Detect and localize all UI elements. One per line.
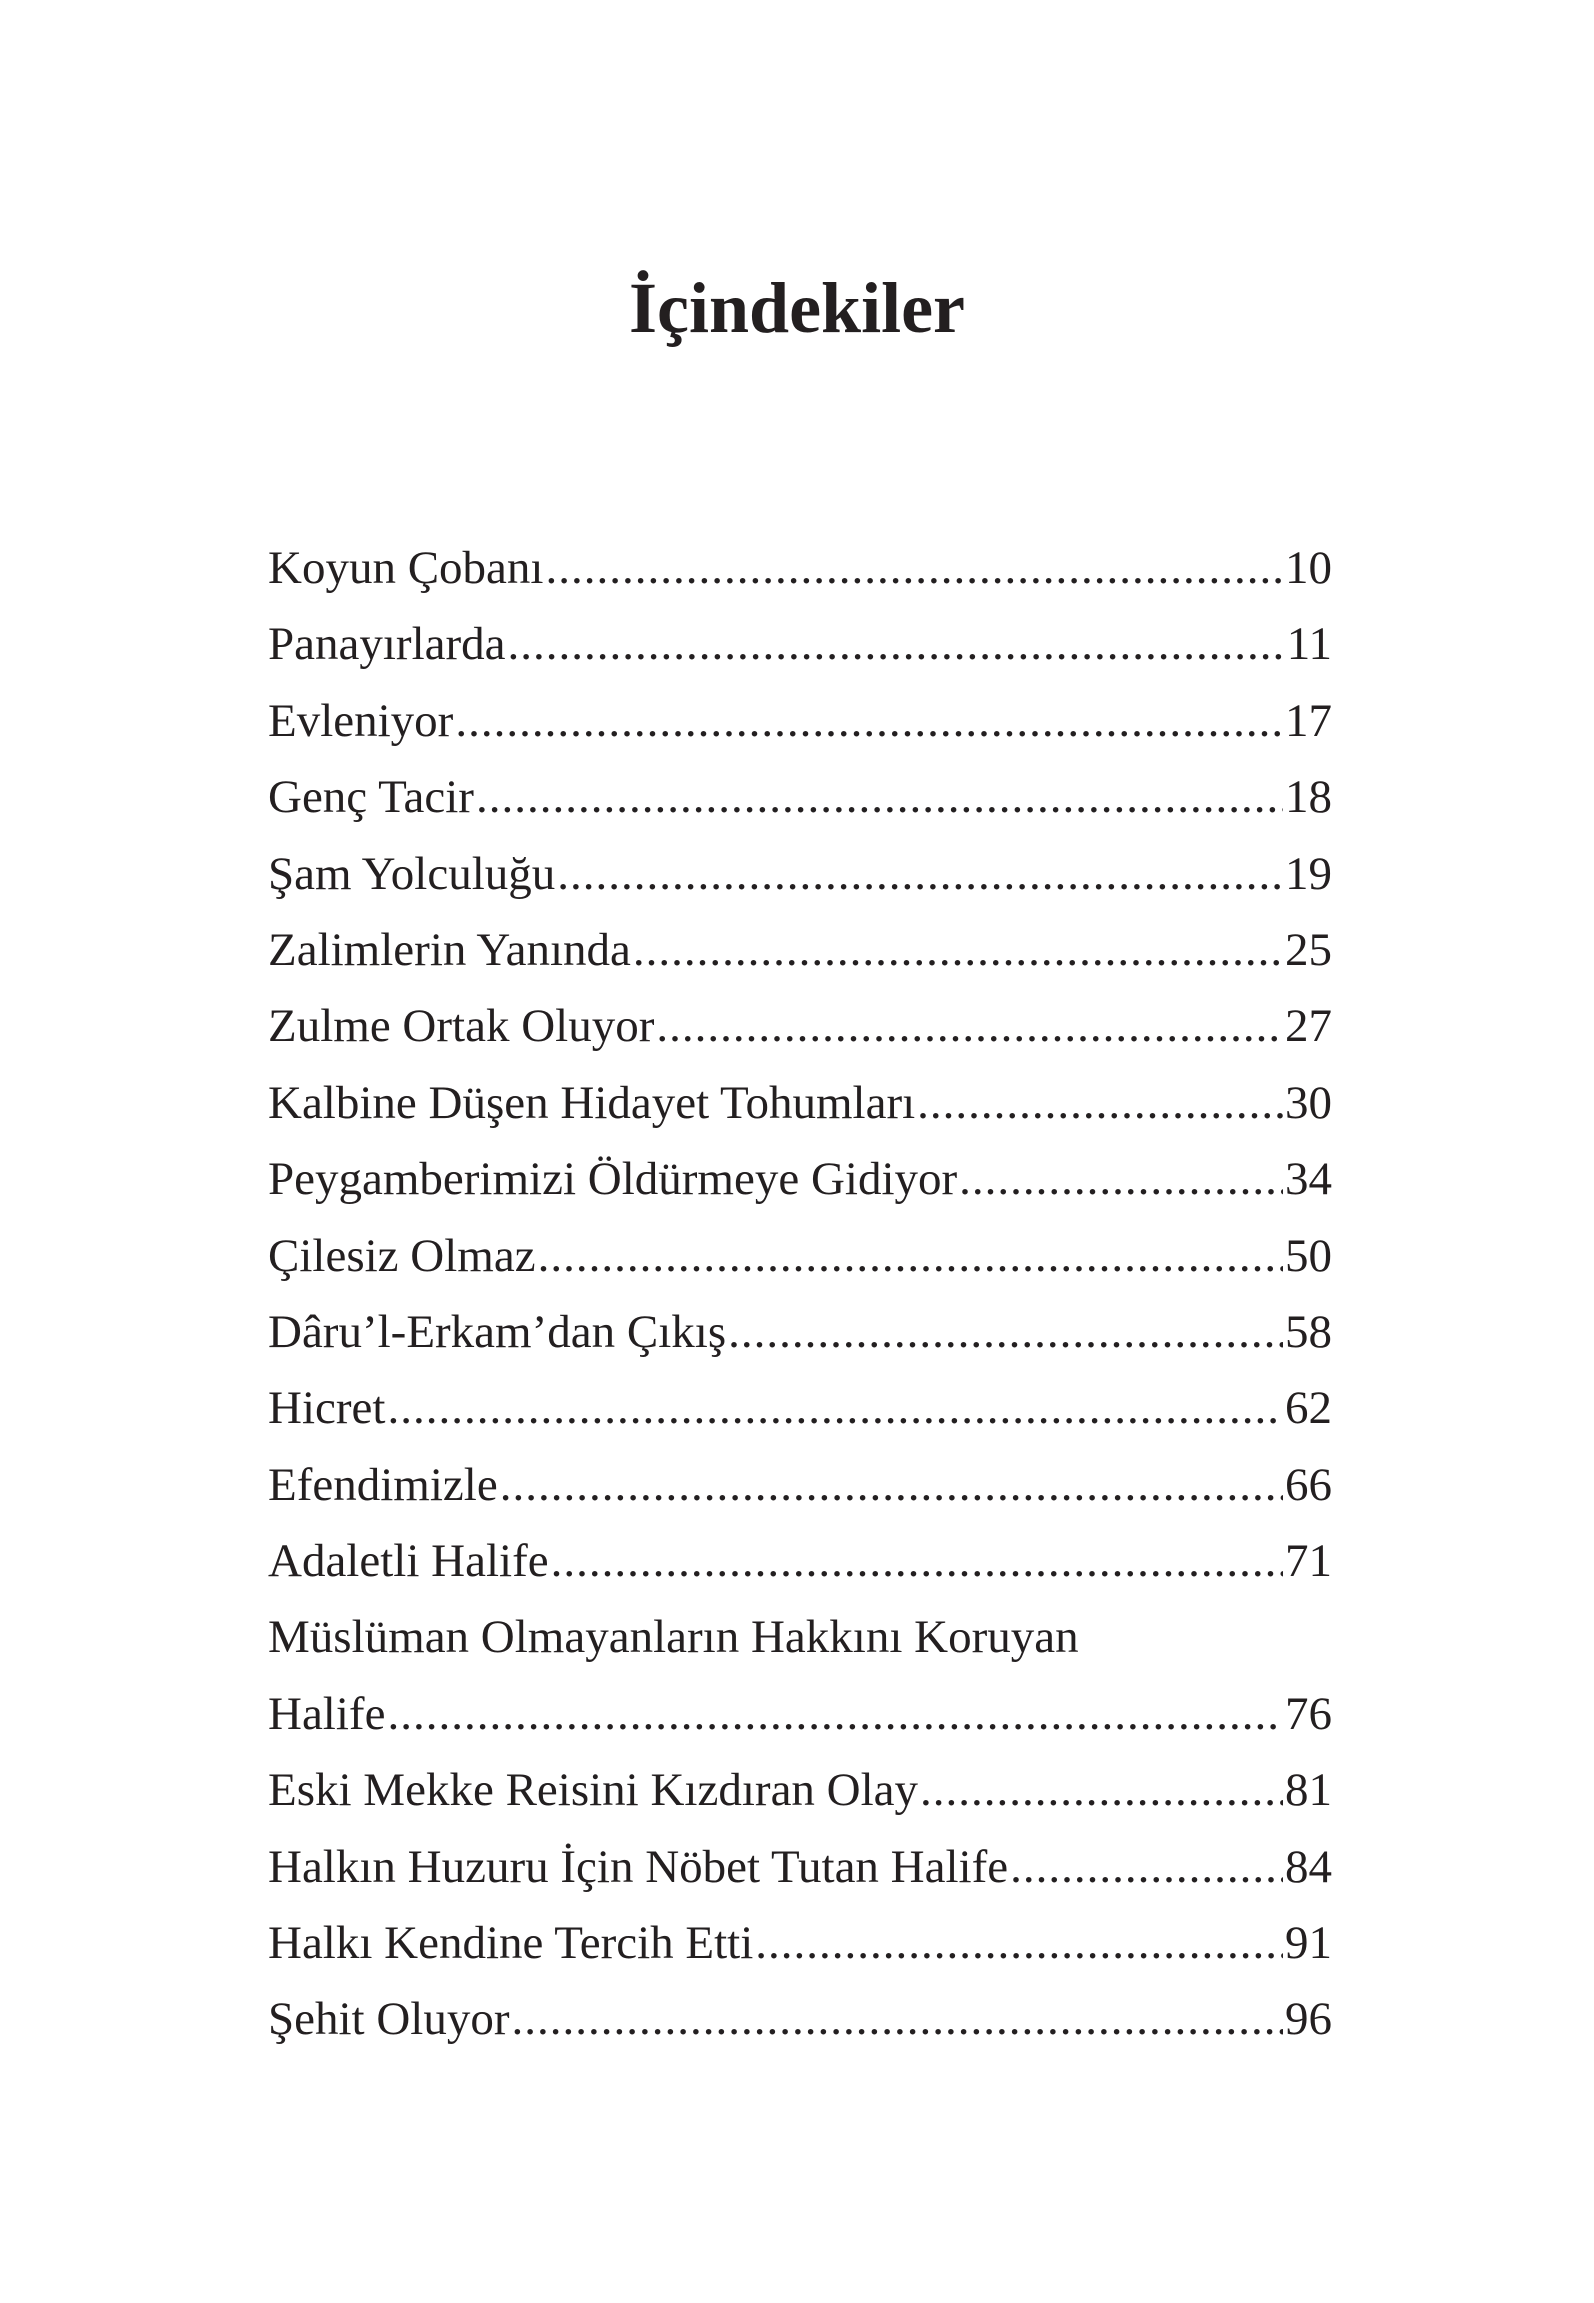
toc-entry-title: Adaletli Halife <box>268 1535 549 1588</box>
toc-page-number: 91 <box>1285 1917 1332 1970</box>
toc-entry-first-line <box>268 1599 1332 1675</box>
toc-entry-title: Halkı Kendine Tercih Etti <box>268 1917 754 1970</box>
dot-leader <box>656 988 1283 1064</box>
toc-entry-title: Şehit Oluyor <box>268 1993 510 2046</box>
toc-entry <box>268 1447 1332 1523</box>
toc-entry <box>268 1370 1332 1446</box>
toc-entry <box>268 1523 1332 1599</box>
toc-page-number: 18 <box>1285 771 1332 824</box>
toc-page-number: 30 <box>1285 1076 1332 1129</box>
toc-entry-title: Genç Tacir <box>268 771 474 824</box>
toc-entry-title: Çilesiz Olmaz <box>268 1229 536 1282</box>
toc-entry-title: Zalimlerin Yanında <box>268 923 631 976</box>
dot-leader <box>387 1370 1283 1446</box>
toc-page-number: 25 <box>1285 923 1332 976</box>
toc-entry-title: Halkın Huzuru İçin Nöbet Tutan Halife <box>268 1840 1009 1893</box>
toc-entry-title: Hicret <box>268 1382 386 1435</box>
page-title: İçindekiler <box>629 268 965 348</box>
dot-leader <box>557 836 1283 912</box>
dot-leader <box>728 1294 1283 1370</box>
dot-leader <box>500 1447 1283 1523</box>
dot-leader <box>633 912 1283 988</box>
toc-entry-title: Peygamberimizi Öldürmeye Gidiyor <box>268 1153 958 1206</box>
toc-entry-title: Evleniyor <box>268 694 454 747</box>
toc-entry <box>268 1981 1332 2057</box>
toc-entry <box>268 1218 1332 1294</box>
dot-leader <box>551 1523 1283 1599</box>
toc-page-number: 58 <box>1285 1305 1332 1358</box>
toc-entry-title: Kalbine Düşen Hidayet Tohumları <box>268 1076 916 1129</box>
toc-page-number: 84 <box>1285 1840 1332 1893</box>
toc-page-number: 62 <box>1285 1382 1332 1435</box>
dot-leader <box>1010 1829 1283 1905</box>
toc-page-number: 96 <box>1285 1993 1332 2046</box>
dot-leader <box>959 1141 1283 1217</box>
toc-entry-title: Zulme Ortak Oluyor <box>268 1000 655 1053</box>
toc-entry <box>268 530 1332 606</box>
toc-page-number: 27 <box>1285 1000 1332 1053</box>
toc-entry <box>268 1905 1332 1981</box>
dot-leader <box>476 759 1283 835</box>
dot-leader <box>512 1981 1283 2057</box>
toc-entry <box>268 1065 1332 1141</box>
toc-page-number: 19 <box>1285 847 1332 900</box>
dot-leader <box>755 1905 1283 1981</box>
toc-entry <box>268 759 1332 835</box>
toc-page-number: 66 <box>1285 1458 1332 1511</box>
toc-page-number: 17 <box>1285 694 1332 747</box>
toc-entry <box>268 836 1332 912</box>
dot-leader <box>455 683 1283 759</box>
toc-page-number: 81 <box>1285 1764 1332 1817</box>
toc-entry-title: Şam Yolculuğu <box>268 847 556 900</box>
table-of-contents <box>268 530 1332 2058</box>
toc-entry-title: Eski Mekke Reisini Kızdıran Olay <box>268 1764 919 1817</box>
dot-leader <box>917 1065 1283 1141</box>
toc-entry <box>268 1752 1332 1828</box>
toc-page-number: 34 <box>1285 1153 1332 1206</box>
dot-leader <box>538 1218 1283 1294</box>
toc-entry-title: Koyun Çobanı <box>268 542 544 594</box>
toc-entry <box>268 1294 1332 1370</box>
toc-page-number: 50 <box>1285 1229 1332 1282</box>
dot-leader <box>508 606 1285 682</box>
toc-entry <box>268 988 1332 1064</box>
toc-entry <box>268 683 1332 759</box>
toc-entry <box>268 1829 1332 1905</box>
dot-leader <box>545 530 1283 606</box>
toc-entry-title: Efendimizle <box>268 1458 498 1511</box>
toc-page-number: 11 <box>1286 618 1332 671</box>
toc-entry <box>268 1676 1332 1752</box>
toc-entry-title: Müslüman Olmayanların Hakkını Koruyan <box>268 1611 1079 1664</box>
toc-entry <box>268 912 1332 988</box>
toc-entry-title-continued: Halife <box>268 1687 386 1740</box>
dot-leader <box>387 1676 1283 1752</box>
dot-leader <box>920 1752 1283 1828</box>
toc-entry-title: Panayırlarda <box>268 618 506 671</box>
toc-entry <box>268 606 1332 682</box>
toc-page-number: 71 <box>1285 1535 1332 1588</box>
toc-entry <box>268 1141 1332 1217</box>
toc-page-number: 10 <box>1285 542 1332 594</box>
toc-entry-title: Dâru’l-Erkam’dan Çıkış <box>268 1305 727 1358</box>
toc-page-number: 76 <box>1285 1687 1332 1740</box>
